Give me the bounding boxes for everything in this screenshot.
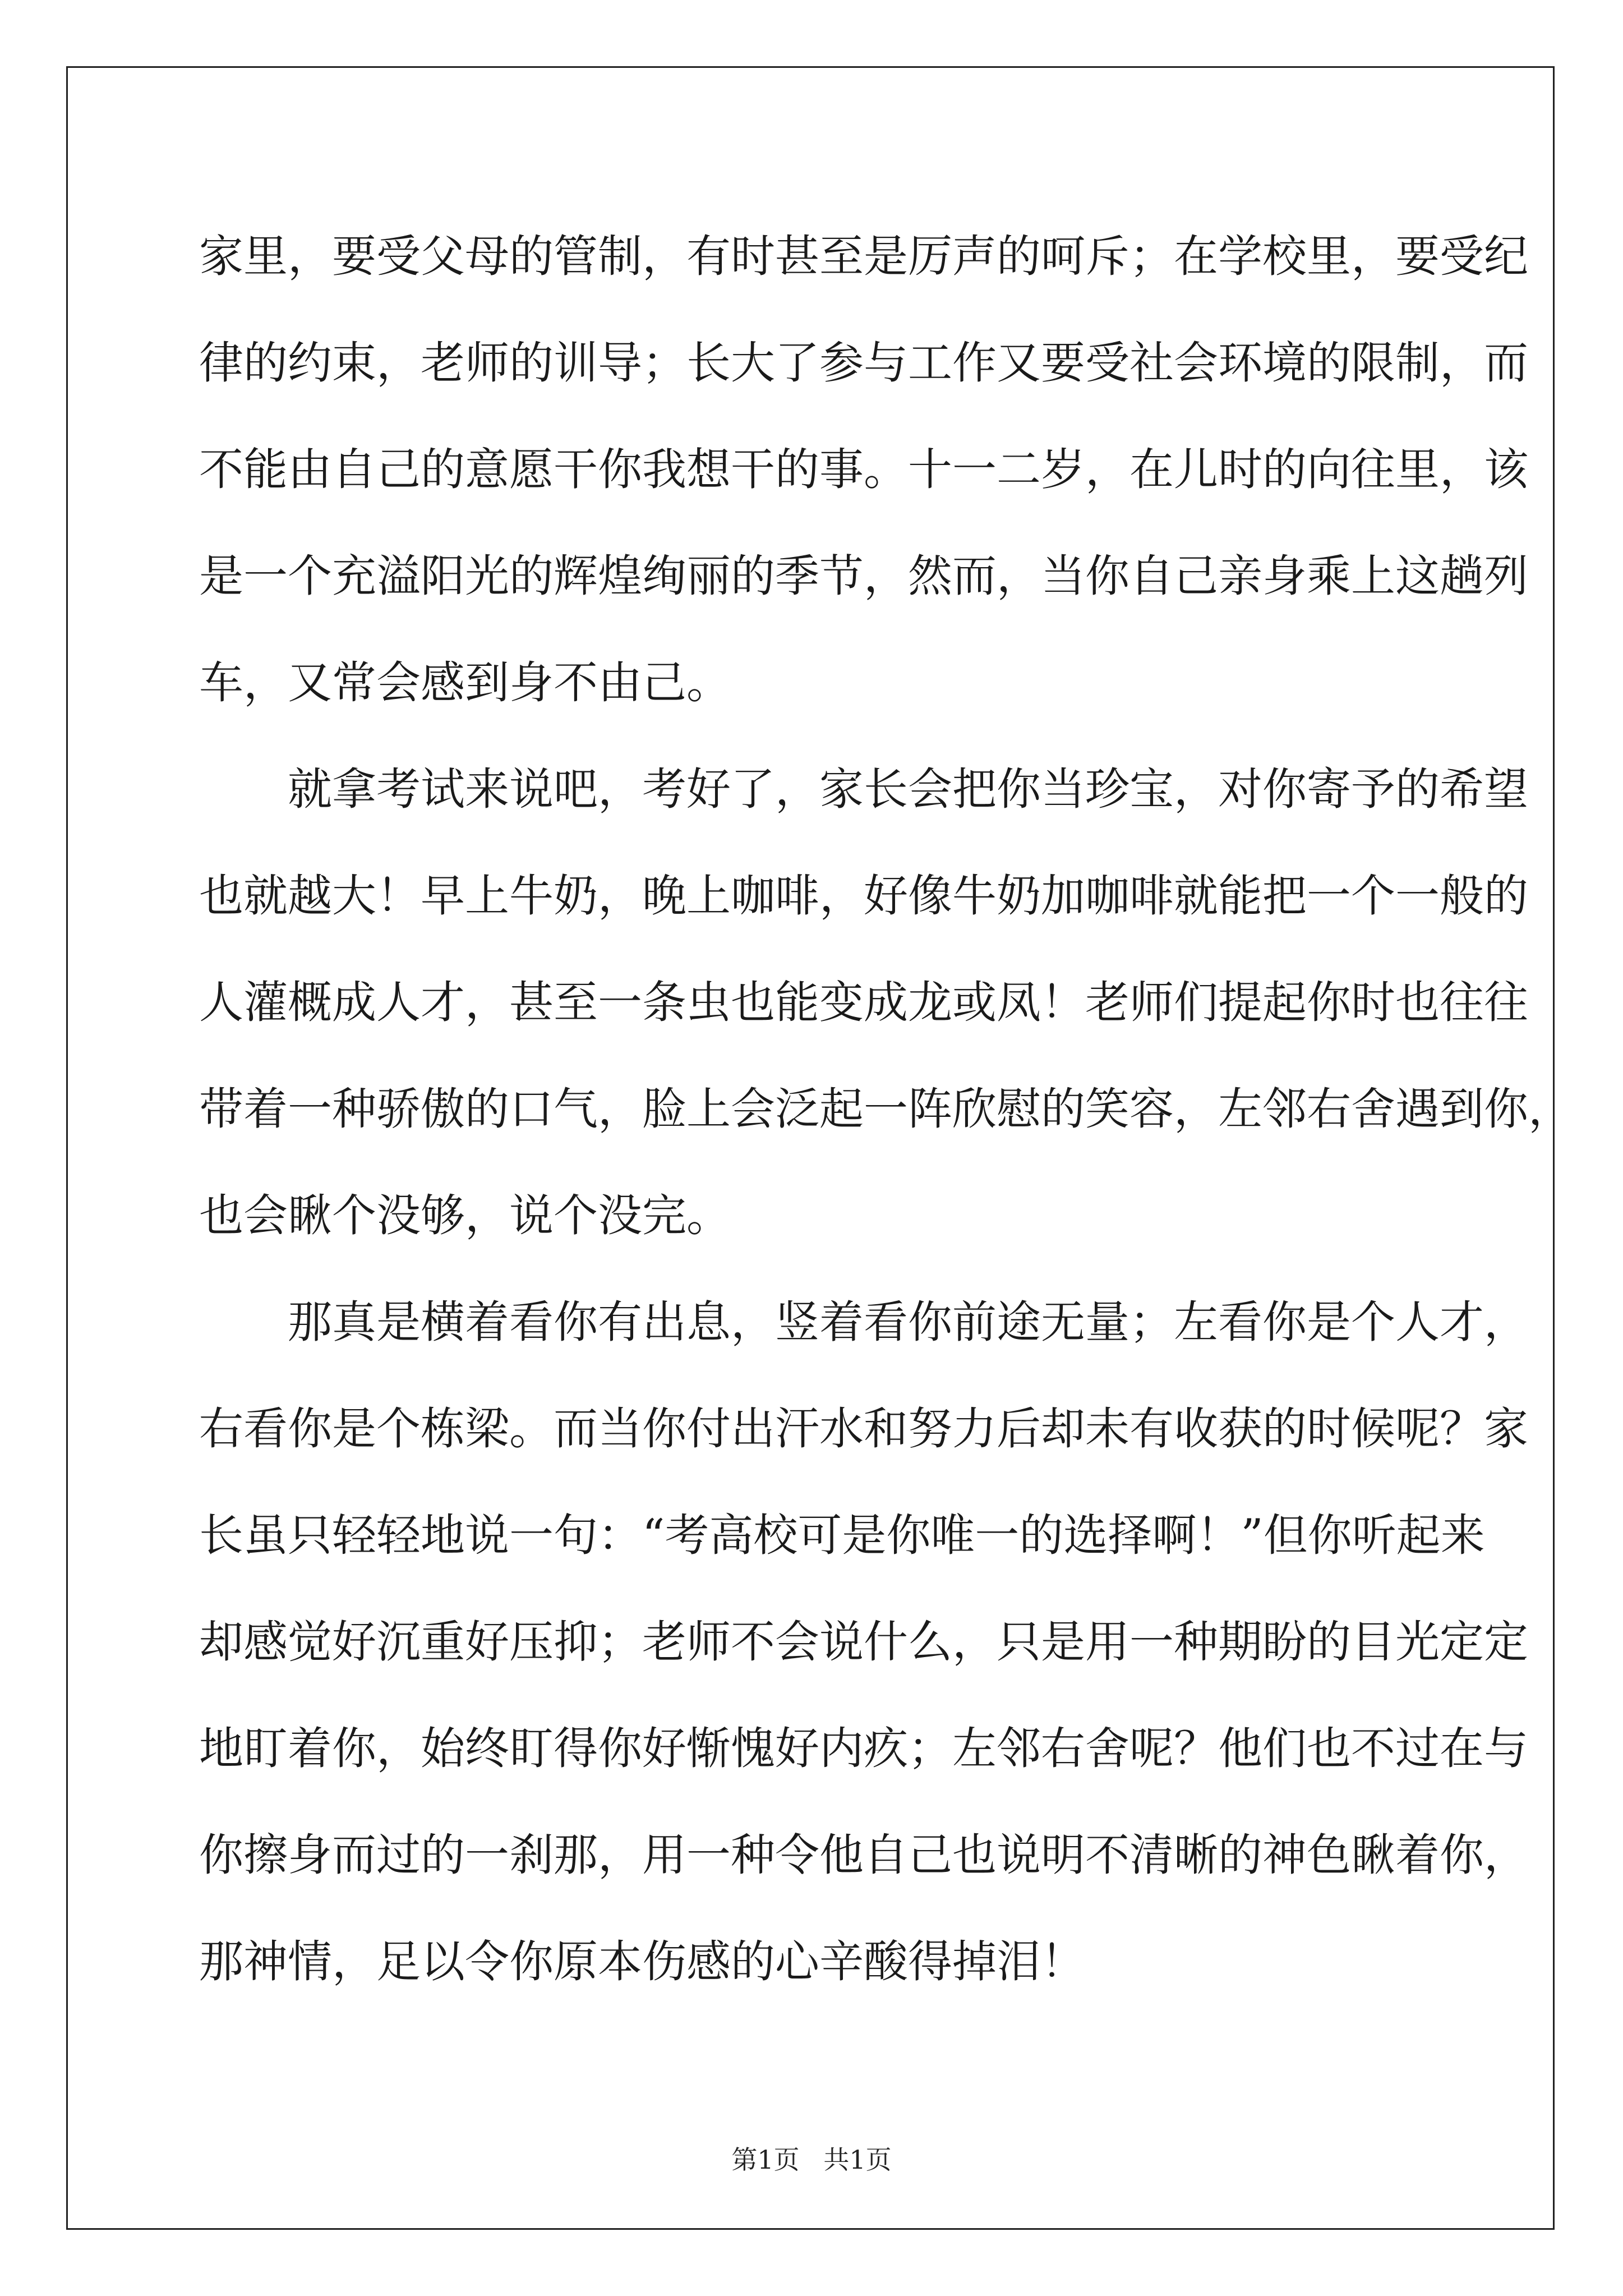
text-line: 你 擦 身 而 过 的 一 刹 那 ， 用 一 种 令 他 自 己 也 说 明 不 清 晰 的 神 色 瞅 着 你 ， bbox=[199, 1829, 1528, 1881]
text-line: 却 感 觉 好 沉 重 好 压 抑 ； 老 师 不 会 说 什 么 ， 只 是 用 一 种 期 盼 的 目 光 定 定 bbox=[199, 1616, 1528, 1668]
text-line: 也会瞅个没够，说个没完。 bbox=[199, 1190, 731, 1241]
text-line: 律 的 约 束 ， 老 师 的 训 导 ； 长 大 了 参 与 工 作 又 要 受 社 会 环 境 的 限 制 ， 而 bbox=[199, 337, 1528, 389]
text-line: 人 灌 概 成 人 才 ， 甚 至 一 条 虫 也 能 变 成 龙 或 凤 ！ 老 师 们 提 起 你 时 也 往 往 bbox=[199, 977, 1528, 1028]
text-line: 家 里 ， 要 受 父 母 的 管 制 ， 有 时 甚 至 是 厉 声 的 呵 斥 ； 在 学 校 里 ， 要 受 纪 bbox=[199, 231, 1528, 282]
text-line: 地 盯 着 你 ， 始 终 盯 得 你 好 惭 愧 好 内 疚 ； 左 邻 右 舍 呢 ？ 他 们 也 不 过 在 与 bbox=[199, 1723, 1528, 1774]
text-line: 右 看 你 是 个 栋 梁 。 而 当 你 付 出 汗 水 和 努 力 后 却 未 有 收 获 的 时 候 呢 ？ 家 bbox=[199, 1403, 1528, 1455]
text-line: 长 虽 只 轻 轻 地 说 一 句 ： “ 考 高 校 可 是 你 唯 一 的 选 择 啊 ！ ” 但 你 听 起 来 bbox=[199, 1510, 1485, 1561]
text-line: 那神情，足以令你原本伤感的心辛酸得掉泪！ bbox=[199, 1936, 1085, 1987]
page-footer bbox=[0, 2143, 1623, 2177]
text-line: 就 拿 考 试 来 说 吧 ， 考 好 了 ， 家 长 会 把 你 当 珍 宝 ， 对 你 寄 予 的 希 望 bbox=[288, 763, 1528, 815]
text-line: 也 就 越 大 ！ 早 上 牛 奶 ， 晚 上 咖 啡 ， 好 像 牛 奶 加 咖 啡 就 能 把 一 个 一 般 的 bbox=[199, 870, 1528, 922]
page-number: 第1页 bbox=[731, 2145, 800, 2175]
text-line: 带 着 一 种 骄 傲 的 口 气 ， 脸 上 会 泛 起 一 阵 欣 慰 的 笑 容 ， 左 邻 右 舍 遇 到 你 ， bbox=[199, 1083, 1573, 1135]
document-body bbox=[199, 203, 1573, 2015]
text-line: 不 能 由 自 己 的 意 愿 干 你 我 想 干 的 事 。 十 一 二 岁 ， 在 儿 时 的 向 往 里 ， 该 bbox=[199, 444, 1528, 495]
text-line: 是 一 个 充 溢 阳 光 的 辉 煌 绚 丽 的 季 节 ， 然 而 ， 当 你 自 己 亲 身 乘 上 这 趟 列 bbox=[199, 550, 1528, 602]
text-line: 车，又常会感到身不由己。 bbox=[199, 657, 731, 708]
text-line: 那 真 是 横 着 看 你 有 出 息 ， 竖 着 看 你 前 途 无 量 ； 左 看 你 是 个 人 才 ， bbox=[288, 1296, 1528, 1348]
page-total: 共1页 bbox=[823, 2145, 892, 2175]
